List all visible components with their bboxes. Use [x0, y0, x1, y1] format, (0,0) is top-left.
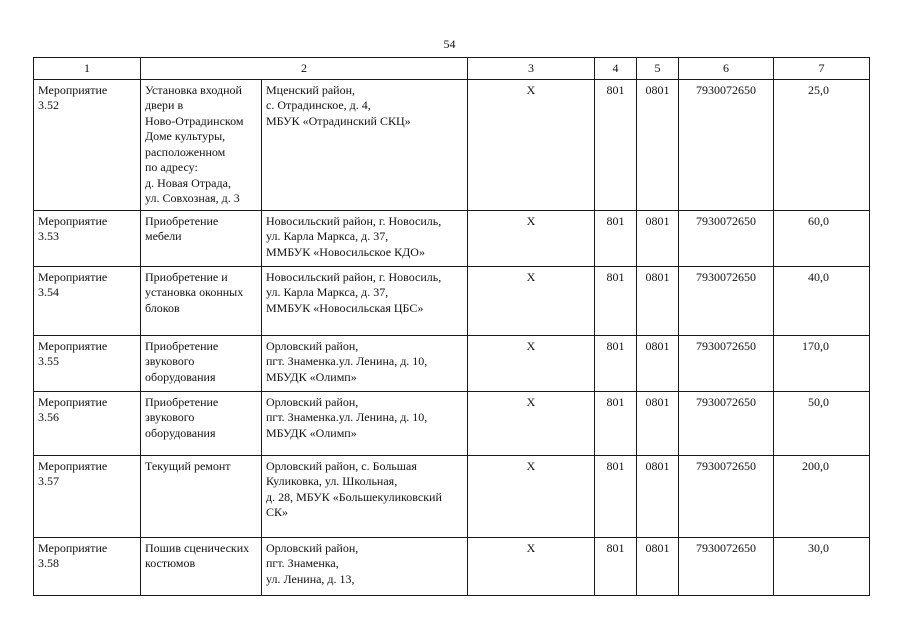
name-cell — [141, 266, 262, 335]
col6-cell: 7930072650 — [679, 455, 774, 537]
amount-cell: 30,0 — [774, 537, 870, 595]
col4-cell: 801 — [595, 455, 637, 537]
col4-cell: 801 — [595, 391, 637, 455]
event-address: Орловский район, пгт. Знаменка.ул. Ленина, д. 10, МБУДК «Олимп» — [266, 394, 428, 440]
event-label: Мероприятие 3.52 — [38, 82, 108, 112]
address-cell — [262, 266, 468, 335]
event-label: Мероприятие 3.54 — [38, 269, 108, 299]
event-cell — [34, 537, 141, 595]
event-address: Орловский район, пгт. Знаменка.ул. Ленина, д. 10, МБУДК «Олимп» — [266, 338, 428, 384]
event-label: Мероприятие 3.53 — [38, 213, 108, 243]
address-cell — [262, 210, 468, 266]
col5-cell: 0801 — [637, 210, 679, 266]
header-col-7: 7 — [774, 58, 870, 80]
event-cell — [34, 455, 141, 537]
table-row — [34, 335, 870, 391]
event-label: Мероприятие 3.58 — [38, 540, 108, 570]
amount-cell: 50,0 — [774, 391, 870, 455]
col3-cell: Х — [468, 391, 595, 455]
header-col-6: 6 — [679, 58, 774, 80]
name-cell — [141, 455, 262, 537]
name-cell — [141, 335, 262, 391]
event-cell — [34, 266, 141, 335]
event-address: Новосильский район, г. Новосиль, ул. Карла Маркса, д. 37, ММБУК «Новосильское КДО» — [266, 213, 442, 259]
event-name: Приобретение мебели — [145, 213, 219, 243]
col3-cell: Х — [468, 455, 595, 537]
amount-cell: 25,0 — [774, 79, 870, 210]
col3-cell: Х — [468, 266, 595, 335]
col4-cell: 801 — [595, 335, 637, 391]
event-address: Орловский район, пгт. Знаменка, ул. Ленина, д. 13, — [266, 540, 359, 586]
event-address: Мценский район, с. Отрадинское, д. 4, МБУК «Отрадинский СКЦ» — [266, 82, 411, 128]
header-col-4: 4 — [595, 58, 637, 80]
col5-cell: 0801 — [637, 455, 679, 537]
name-cell — [141, 79, 262, 210]
address-cell — [262, 455, 468, 537]
event-address: Новосильский район, г. Новосиль, ул. Карла Маркса, д. 37, ММБУК «Новосильская ЦБС» — [266, 269, 442, 315]
col4-cell: 801 — [595, 210, 637, 266]
col6-cell: 7930072650 — [679, 391, 774, 455]
event-name: Приобретение и установка оконных блоков — [145, 269, 244, 315]
event-label: Мероприятие 3.56 — [38, 394, 108, 424]
col3-cell: Х — [468, 79, 595, 210]
event-name: Приобретение звукового оборудования — [145, 394, 219, 440]
event-name: Пошив сценических костюмов — [145, 540, 250, 570]
event-label: Мероприятие 3.55 — [38, 338, 108, 368]
event-cell — [34, 391, 141, 455]
page-number: 54 — [443, 37, 456, 51]
table-header — [34, 58, 870, 80]
event-address: Орловский район, с. Большая Куликовка, ул. Школьная, д. 28, МБУК «Большекуликовский СК» — [266, 458, 442, 519]
table-row — [34, 391, 870, 455]
amount-cell: 60,0 — [774, 210, 870, 266]
col3-cell: Х — [468, 537, 595, 595]
event-name: Приобретение звукового оборудования — [145, 338, 219, 384]
table-body — [34, 79, 870, 595]
col6-cell: 7930072650 — [679, 537, 774, 595]
name-cell — [141, 391, 262, 455]
col6-cell: 7930072650 — [679, 210, 774, 266]
event-cell — [34, 210, 141, 266]
name-cell — [141, 537, 262, 595]
col3-cell: Х — [468, 335, 595, 391]
table-row — [34, 79, 870, 210]
table-row — [34, 537, 870, 595]
col6-cell: 7930072650 — [679, 79, 774, 210]
col6-cell: 7930072650 — [679, 266, 774, 335]
amount-cell: 200,0 — [774, 455, 870, 537]
col5-cell: 0801 — [637, 266, 679, 335]
table-row — [34, 266, 870, 335]
col5-cell: 0801 — [637, 537, 679, 595]
event-name: Установка входной двери в Ново-Отрадинском Доме культуры, расположенном по адресу: д. Новая Отрада, ул. Совхозная, д. 3 — [145, 82, 244, 205]
header-col-3: 3 — [468, 58, 595, 80]
amount-cell: 40,0 — [774, 266, 870, 335]
header-col-2: 2 — [141, 58, 468, 80]
table-row — [34, 210, 870, 266]
header-col-5: 5 — [637, 58, 679, 80]
col3-cell: Х — [468, 210, 595, 266]
event-label: Мероприятие 3.57 — [38, 458, 108, 488]
header-col-1: 1 — [34, 58, 141, 80]
amount-cell: 170,0 — [774, 335, 870, 391]
address-cell — [262, 79, 468, 210]
col4-cell: 801 — [595, 537, 637, 595]
address-cell — [262, 391, 468, 455]
table-row — [34, 455, 870, 537]
col5-cell: 0801 — [637, 335, 679, 391]
address-cell — [262, 335, 468, 391]
address-cell — [262, 537, 468, 595]
event-name: Текущий ремонт — [145, 458, 231, 473]
budget-table — [33, 57, 870, 596]
col5-cell: 0801 — [637, 391, 679, 455]
col4-cell: 801 — [595, 266, 637, 335]
col4-cell: 801 — [595, 79, 637, 210]
event-cell — [34, 335, 141, 391]
event-cell — [34, 79, 141, 210]
col5-cell: 0801 — [637, 79, 679, 210]
name-cell — [141, 210, 262, 266]
header-row — [34, 58, 870, 80]
col6-cell: 7930072650 — [679, 335, 774, 391]
